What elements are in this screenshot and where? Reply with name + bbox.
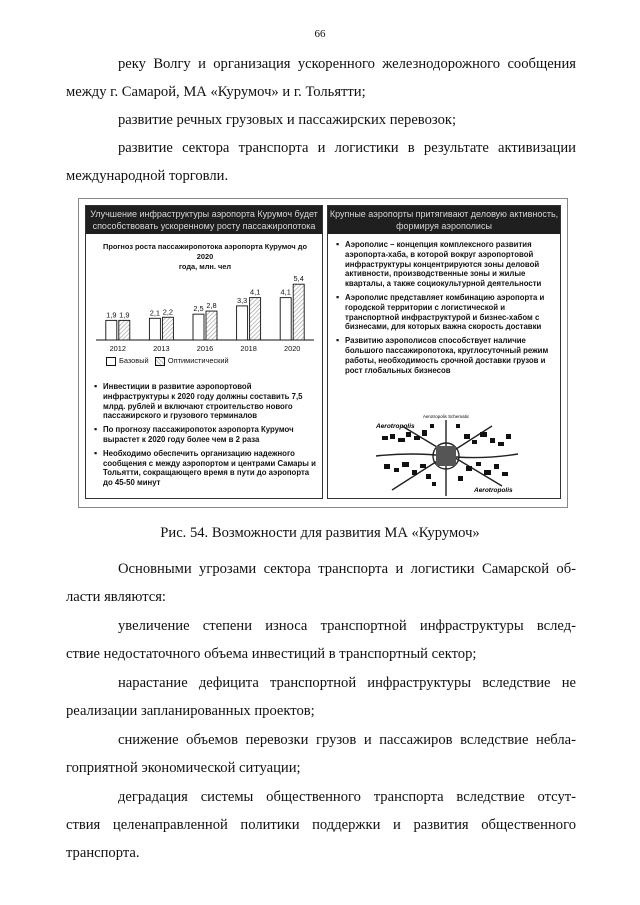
chart-bar (237, 306, 248, 340)
chart-bar (250, 298, 261, 340)
paragraph-line: международной торговли. (66, 168, 229, 184)
chart-bar (149, 318, 160, 340)
left-bullet-list (94, 382, 316, 492)
chart-data-label: 4,1 (280, 287, 291, 297)
chart-data-label: 2,5 (193, 304, 204, 314)
list-item: ▪ Аэрополис представляет комбинацию аэропорта и городской территории с логистической и транспортной инфраструктурой и бизнес-хабом с бизнесами, для которых важна скорость доставки (336, 293, 554, 332)
list-item: ▪ По прогнозу пассажиропоток аэропорта Курумоч вырастет к 2020 году более чем в 2 раза (94, 425, 316, 445)
chart-tick-label: 2012 (109, 344, 127, 353)
list-item: ▪ Инвестиции в развитие аэропортовой инфраструктуры к 2020 году должны составить 7,5 млрд. рублей и включают строительство нового пассажирского и грузового терминалов (94, 382, 316, 421)
figure (78, 198, 568, 508)
paragraph-line: ласти являются: (66, 589, 166, 605)
legend-optimistic-label: Оптимистический (167, 356, 229, 365)
paragraph-line: Основными угрозами сектора транспорта и логистики Самарской об- (118, 561, 576, 577)
left-title-line: способствовать ускоренному росту пассажиропотока (92, 221, 316, 231)
paragraph-line: снижение объемов перевозки грузов и пассажиров вследствие небла- (118, 732, 576, 748)
right-title-line: Крупные аэропорты притягивают деловую активность, (329, 209, 559, 219)
chart-bar (206, 311, 217, 340)
list-item: ▪ Аэрополис – концепция комплексного развития аэропорта-хаба, в которой вокруг аэропортовой инфраструктуры концентрируются зоны деловой активности, производственные зоны и жилые кварталы, а также социокультурной деятельности (336, 240, 554, 289)
chart-tick-label: 2013 (153, 344, 170, 353)
paragraph-line: гоприятной экономической ситуации; (66, 760, 301, 776)
aerotropolis-schematic (372, 412, 520, 496)
list-item: ▪ Развитию аэрополисов способствует наличие большого пассажиропотока, круглосуточный режим работы, необходимость срочной доставки грузов и рост глобальных бизнесов (336, 336, 554, 375)
paragraph-line: ствие недостаточного объема инвестиций в транспортный сектор; (66, 646, 477, 662)
chart-data-label: 2,2 (162, 307, 174, 317)
page-number: 66 (314, 28, 326, 40)
chart-data-label: 5,4 (293, 274, 304, 284)
legend-swatch-base (106, 357, 116, 366)
left-panel-title (86, 206, 322, 234)
paragraph-line: нарастание дефицита транспортной инфраструктуры вследствие не (118, 675, 576, 691)
paragraph-line: деградация системы общественного транспорта вследствие отсут- (118, 789, 576, 805)
paragraph-line: ствия целенаправленной политики поддержки и развития общественного (66, 817, 576, 833)
chart-title-line: года, млн. чел (178, 262, 232, 271)
right-bullet-list (336, 240, 554, 379)
paragraph-line: увеличение степени износа транспортной инфраструктуры вслед- (118, 618, 576, 634)
map-title: Aerotropolis Schematic (422, 414, 470, 419)
chart-data-label: 1,9 (119, 310, 130, 320)
chart-data-label: 3,3 (236, 295, 248, 305)
chart-bar (280, 298, 291, 340)
bar-chart (96, 264, 314, 356)
chart-bar (162, 317, 173, 340)
paragraph-line: развитие сектора транспорта и логистики в результате активизации (118, 140, 576, 156)
legend-base-label: Базовый (119, 356, 149, 365)
paragraph-line: реализации запланированных проектов; (66, 703, 315, 719)
chart-data-label: 4,1 (249, 287, 261, 297)
paragraph-line: между г. Самарой, МА «Курумоч» и г. Тольятти; (66, 84, 366, 100)
chart-bar (119, 320, 130, 340)
figure-caption: Рис. 54. Возможности для развития МА «Курумоч» (160, 525, 480, 541)
paragraph-line: транспорта. (66, 845, 140, 861)
paragraph-line: развитие речных грузовых и пассажирских перевозок; (118, 112, 457, 128)
chart-bar (293, 284, 304, 340)
chart-legend (106, 356, 229, 366)
chart-tick-label: 2016 (196, 344, 214, 353)
map-label-top: Aerotropolis (376, 423, 415, 430)
right-title-line: формируя аэрополисы (396, 221, 492, 231)
list-item: ▪ Необходимо обеспечить организацию надежного сообщения с между аэропортом и центрами Самары и Тольятти, сокращающего время в пути до аэропорта до 45-50 минут (94, 449, 316, 488)
left-panel (85, 205, 323, 499)
chart-data-label: 2,1 (149, 308, 161, 318)
chart-data-label: 2,8 (206, 301, 217, 311)
chart-tick-label: 2018 (240, 344, 257, 353)
chart-title-line: Прогноз роста пассажиропотока аэропорта Курумоч до 2020 (103, 242, 307, 261)
chart-tick-label: 2020 (283, 344, 301, 353)
chart-bar (106, 320, 117, 340)
paragraph-line: реку Волгу и организация ускоренного железнодорожного сообщения (118, 56, 576, 72)
right-panel (327, 205, 561, 499)
chart-data-label: 1,9 (106, 310, 117, 320)
map-label-bottom: Aerotropolis (474, 487, 513, 494)
chart-bar (193, 314, 204, 340)
left-title-line: Улучшение инфраструктуры аэропорта Курумоч будет (90, 209, 318, 219)
right-panel-title (328, 206, 560, 234)
legend-swatch-optimistic (155, 357, 165, 366)
